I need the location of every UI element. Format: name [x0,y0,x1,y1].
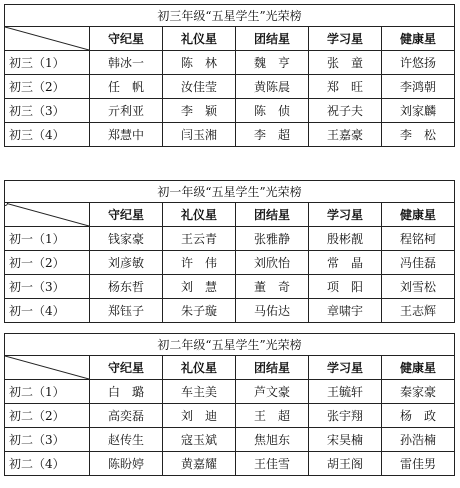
student-name: 杨 政 [382,404,455,428]
category-header: 团结星 [236,203,309,227]
student-name: 朱子璇 [163,299,236,323]
diagonal-line [5,203,89,226]
table-row [5,275,455,299]
diagonal-corner-cell [5,356,90,380]
student-name: 冯佳磊 [382,251,455,275]
student-name: 郑钰子 [90,299,163,323]
class-label: 初三（3） [5,99,90,123]
student-name: 刘 迪 [163,404,236,428]
student-name: 郑 旺 [309,75,382,99]
student-name: 王毓轩 [309,380,382,404]
student-name: 任 帆 [90,75,163,99]
student-name: 汝佳莹 [163,75,236,99]
table-row [5,380,455,404]
student-name: 李 松 [382,123,455,147]
student-name: 焦旭东 [236,428,309,452]
category-header: 守纪星 [90,27,163,51]
category-header: 健康星 [382,356,455,380]
student-name: 刘 慧 [163,275,236,299]
class-label: 初一（3） [5,275,90,299]
table-row [5,299,455,323]
student-name: 钱家豪 [90,227,163,251]
honor-roll-block [4,4,454,147]
header-row [5,203,455,227]
student-name: 董 奇 [236,275,309,299]
class-label: 初一（1） [5,227,90,251]
student-name: 亓利亚 [90,99,163,123]
category-header: 守纪星 [90,356,163,380]
class-label: 初二（3） [5,428,90,452]
diagonal-line [5,27,89,50]
student-name: 李鸿朝 [382,75,455,99]
title-row [5,334,455,356]
category-header: 团结星 [236,356,309,380]
header-row [5,27,455,51]
class-label: 初三（4） [5,123,90,147]
table-row [5,75,455,99]
honor-roll-block [4,333,454,476]
student-name: 张雅静 [236,227,309,251]
student-name: 李 颖 [163,99,236,123]
category-header: 学习星 [309,356,382,380]
category-header: 团结星 [236,27,309,51]
class-label: 初三（1） [5,51,90,75]
student-name: 高奕磊 [90,404,163,428]
student-name: 陈 林 [163,51,236,75]
table-title: 初一年级“五星学生”光荣榜 [5,181,455,203]
student-name: 程铭柯 [382,227,455,251]
student-name: 赵传生 [90,428,163,452]
student-name: 雷佳男 [382,452,455,476]
category-header: 健康星 [382,27,455,51]
student-name: 闫玉湘 [163,123,236,147]
category-header: 礼仪星 [163,203,236,227]
honor-roll-block [4,180,454,323]
student-name: 许 伟 [163,251,236,275]
class-label: 初一（4） [5,299,90,323]
diagonal-line [5,356,89,379]
title-row [5,181,455,203]
student-name: 韩冰一 [90,51,163,75]
student-name: 魏 亨 [236,51,309,75]
honor-roll-table [4,333,455,476]
student-name: 李 超 [236,123,309,147]
student-name: 陈盼婷 [90,452,163,476]
student-name: 王志辉 [382,299,455,323]
table-row [5,428,455,452]
student-name: 王嘉豪 [309,123,382,147]
diagonal-corner-cell [5,27,90,51]
table-row [5,51,455,75]
class-label: 初二（2） [5,404,90,428]
category-header: 健康星 [382,203,455,227]
table-row [5,251,455,275]
class-label: 初二（1） [5,380,90,404]
table-row [5,227,455,251]
table-row [5,99,455,123]
student-name: 祝子夫 [309,99,382,123]
student-name: 王 超 [236,404,309,428]
student-name: 张 童 [309,51,382,75]
student-name: 马佑达 [236,299,309,323]
student-name: 常 晶 [309,251,382,275]
student-name: 刘彦敏 [90,251,163,275]
student-name: 车主美 [163,380,236,404]
student-name: 白 璐 [90,380,163,404]
honor-roll-table [4,4,455,147]
student-name: 刘雪松 [382,275,455,299]
student-name: 刘家麟 [382,99,455,123]
class-label: 初一（2） [5,251,90,275]
category-header: 学习星 [309,203,382,227]
student-name: 张宇翔 [309,404,382,428]
student-name: 郑慧中 [90,123,163,147]
class-label: 初三（2） [5,75,90,99]
class-label: 初二（4） [5,452,90,476]
student-name: 杨东哲 [90,275,163,299]
header-row [5,356,455,380]
student-name: 项 阳 [309,275,382,299]
table-row [5,123,455,147]
honor-roll-table [4,180,455,323]
category-header: 礼仪星 [163,27,236,51]
table-row [5,404,455,428]
student-name: 胡王阁 [309,452,382,476]
student-name: 芦文豪 [236,380,309,404]
table-title: 初三年级“五星学生”光荣榜 [5,5,455,27]
student-name: 殷彬靓 [309,227,382,251]
table-row [5,452,455,476]
student-name: 寇玉斌 [163,428,236,452]
student-name: 刘欣怡 [236,251,309,275]
table-title: 初二年级“五星学生”光荣榜 [5,334,455,356]
student-name: 秦家豪 [382,380,455,404]
category-header: 守纪星 [90,203,163,227]
category-header: 学习星 [309,27,382,51]
category-header: 礼仪星 [163,356,236,380]
student-name: 王云青 [163,227,236,251]
title-row [5,5,455,27]
student-name: 许悠扬 [382,51,455,75]
student-name: 孙浩楠 [382,428,455,452]
student-name: 黄陈晨 [236,75,309,99]
student-name: 王佳雪 [236,452,309,476]
student-name: 宋昊楠 [309,428,382,452]
student-name: 章啸宇 [309,299,382,323]
student-name: 黄嘉耀 [163,452,236,476]
diagonal-corner-cell [5,203,90,227]
student-name: 陈 侦 [236,99,309,123]
